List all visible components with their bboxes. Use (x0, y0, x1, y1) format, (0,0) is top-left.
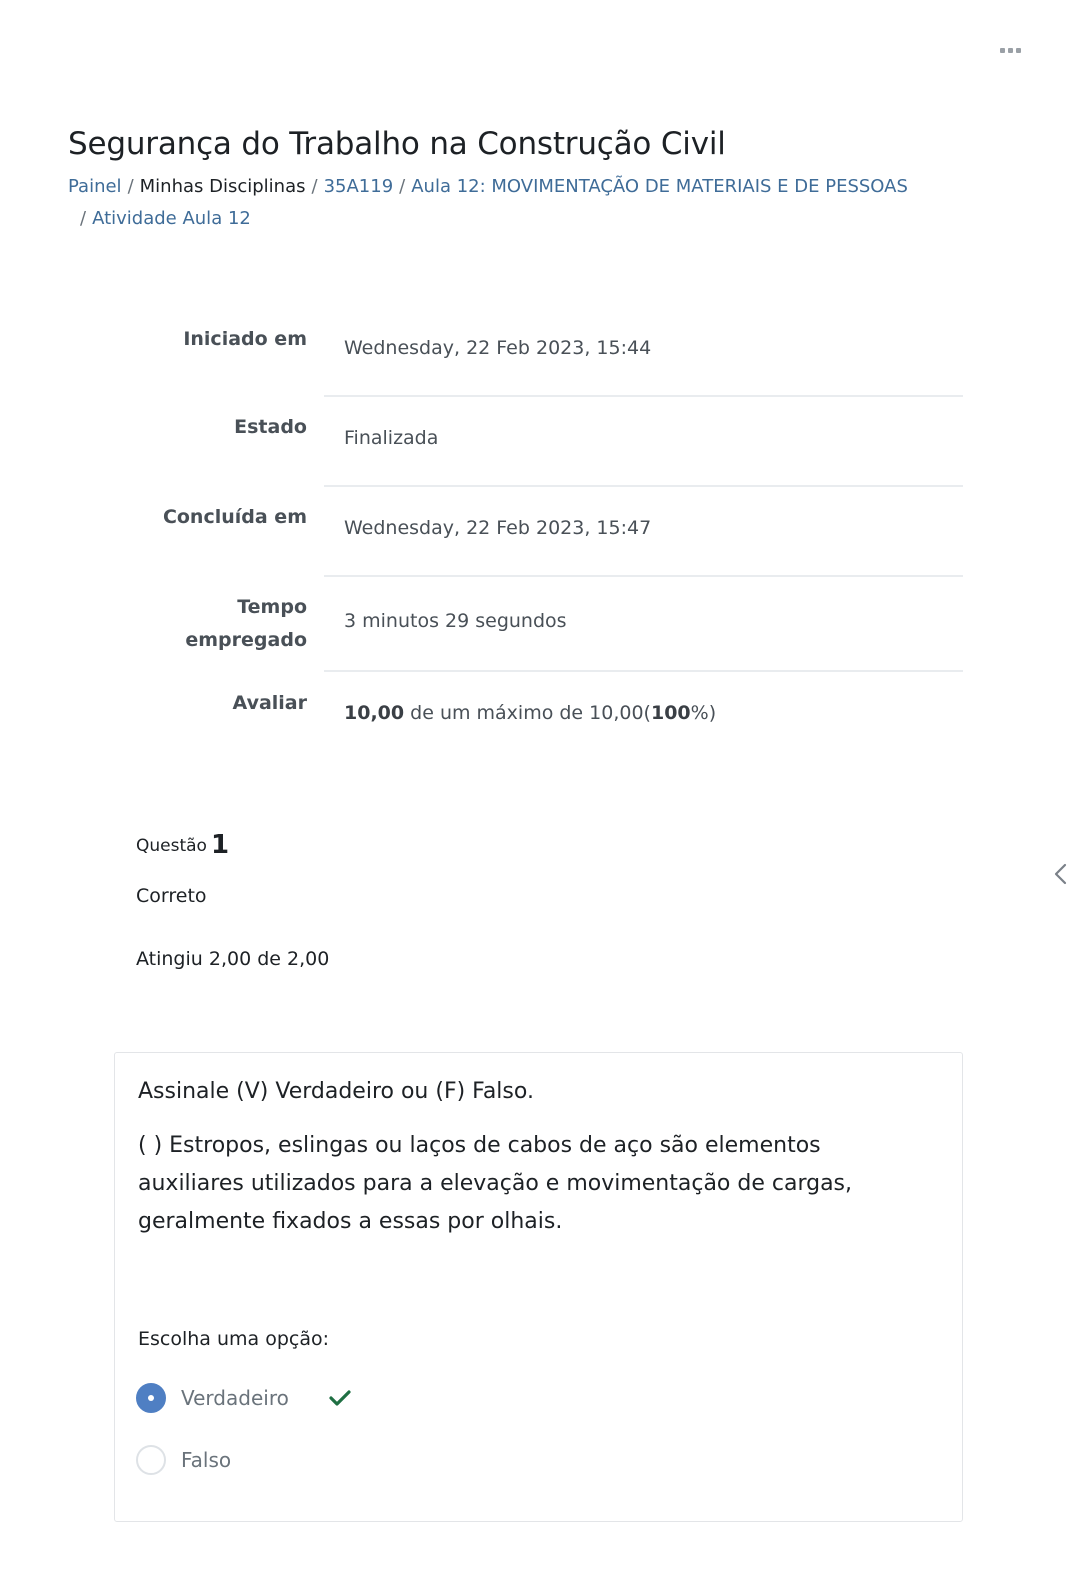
breadcrumb-item-section[interactable]: Aula 12: MOVIMENTAÇÃO DE MATERIAIS E DE PESSOAS (411, 176, 908, 197)
summary-label-line: Tempo (237, 596, 307, 618)
breadcrumb (68, 171, 1008, 235)
summary-label: Estado (234, 416, 307, 438)
breadcrumb-item-course[interactable]: 35A119 (323, 176, 394, 197)
radio-button-selected[interactable] (136, 1383, 166, 1413)
option-verdadeiro[interactable] (136, 1382, 351, 1414)
question-label: Questão (136, 836, 207, 856)
breadcrumb-separator: / (127, 176, 134, 197)
choose-option-label: Escolha uma opção: (138, 1328, 330, 1350)
grade-score: 10,00 (344, 702, 405, 724)
summary-label: Concluída em (162, 506, 307, 528)
option-label: Verdadeiro (181, 1386, 289, 1410)
divider (324, 670, 963, 672)
breadcrumb-separator: / (399, 176, 406, 197)
breadcrumb-separator: / (311, 176, 318, 197)
check-icon (329, 1389, 351, 1407)
breadcrumb-item-activity[interactable]: Atividade Aula 12 (92, 208, 251, 229)
grade-percent: 100 (650, 702, 691, 724)
question-content (114, 1052, 963, 1522)
summary-label (107, 591, 307, 657)
summary-value-grade (344, 702, 716, 724)
summary-value: Finalizada (344, 427, 439, 449)
summary-value: Wednesday, 22 Feb 2023, 15:44 (344, 337, 652, 359)
summary-value: 3 minutos 29 segundos (344, 610, 567, 632)
more-options-icon[interactable] (1000, 44, 1024, 56)
summary-label: Iniciado em (183, 328, 307, 350)
page-title: Segurança do Trabalho na Construção Civil (68, 126, 726, 162)
breadcrumb-separator: / (80, 208, 87, 229)
summary-label: Avaliar (232, 692, 307, 714)
grade-middle: de um máximo de 10,00( (404, 702, 651, 724)
option-label: Falso (181, 1448, 232, 1472)
radio-button[interactable] (136, 1445, 166, 1475)
divider (324, 395, 963, 397)
question-text: ( ) Estropos, eslingas ou laços de cabos de aço são elementos auxiliares utilizados para a elevação e movimentação de cargas, geralmente fixados a essas por olhais. (138, 1133, 853, 1234)
breadcrumb-item-painel[interactable]: Painel (68, 176, 122, 197)
question-state: Correto (136, 885, 207, 907)
breadcrumb-item-minhas-disciplinas: Minhas Disciplinas (139, 176, 306, 197)
grade-end: %) (690, 702, 717, 724)
summary-value: Wednesday, 22 Feb 2023, 15:47 (344, 517, 652, 539)
question-prompt: Assinale (V) Verdadeiro ou (F) Falso. (138, 1079, 534, 1104)
divider (324, 485, 963, 487)
divider (324, 575, 963, 577)
chevron-left-icon[interactable] (1052, 862, 1068, 886)
question-number (136, 828, 229, 858)
question-grade: Atingiu 2,00 de 2,00 (136, 948, 330, 970)
option-falso[interactable] (136, 1444, 231, 1476)
summary-label-line: empregado (185, 629, 307, 651)
question-number-value: 1 (210, 830, 230, 860)
